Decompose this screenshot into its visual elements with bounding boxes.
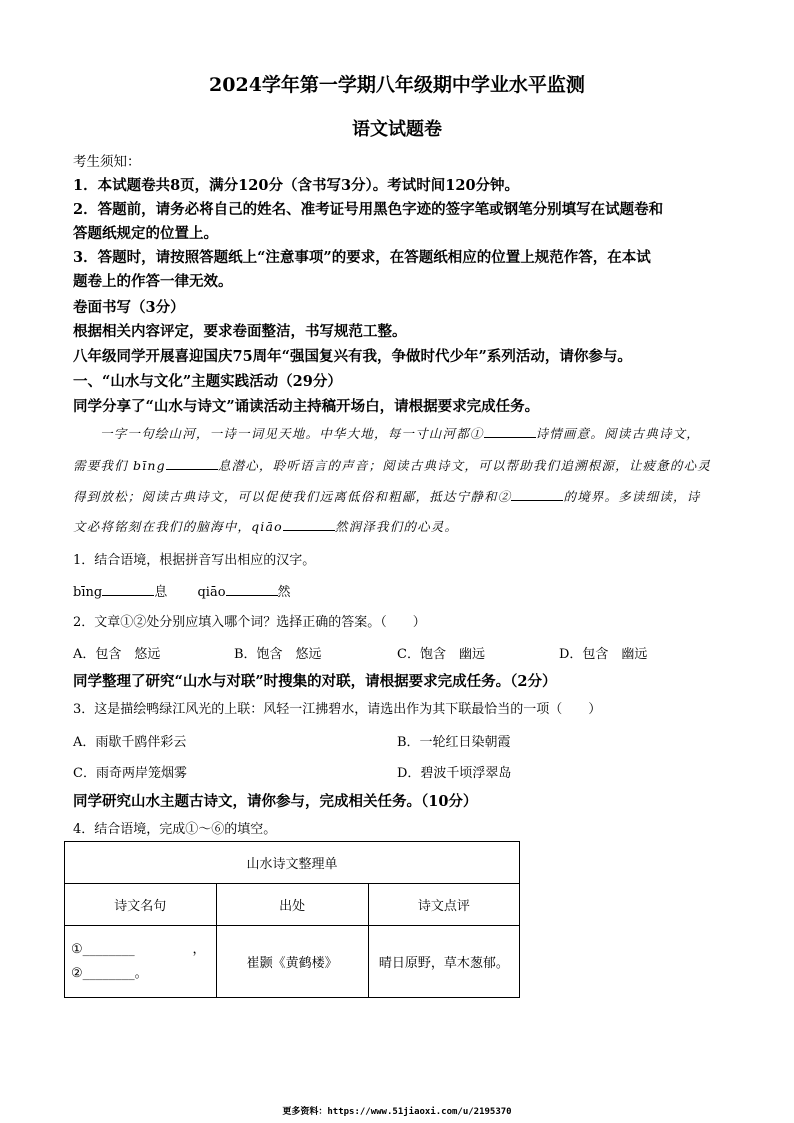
passage-line: 需要我们 bīng 息潜心，聆听语言的声音；阅读古典诗文，可以帮助我们追溯根源，让疲惫的心灵 <box>73 458 712 473</box>
q2-option-c: C．饱含 幽远 <box>397 647 485 662</box>
page-title: 2024学年第一学期八年级期中学业水平监测 <box>209 74 585 96</box>
table-row <box>65 926 520 998</box>
notice-heading: 考生须知： <box>73 154 141 170</box>
notice-item: 1．本试题卷共8页，满分120分（含书写3分）。考试时间120分钟。 <box>73 177 520 194</box>
question-1: 1．结合语境，根据拼音写出相应的汉字。 <box>73 553 316 568</box>
blank-1: ①________ <box>71 941 135 957</box>
table-header: 诗文名句 <box>65 884 217 926</box>
question-3: 3．这是描绘鸭绿江风光的上联：风轻一江拂碧水，请选出作为其下联最恰当的一项（ ） <box>73 702 602 717</box>
q3-option-d: D．碧波千顷浮翠岛 <box>397 766 512 781</box>
poetry-table <box>64 841 520 998</box>
q2-option-a: A．包含 悠远 <box>73 647 161 662</box>
question-2: 2．文章①②处分别应填入哪个词？选择正确的答案。（ ） <box>73 615 426 630</box>
notice-item: 答题纸规定的位置上。 <box>73 225 218 242</box>
passage-line: 一字一句绘山河，一诗一词见天地。中华大地，每一寸山河都① 诗情画意。阅读古典诗文， <box>100 426 701 441</box>
poem-source: 崔颢《黄鹤楼》 <box>216 926 368 998</box>
table-caption: 山水诗文整理单 <box>65 842 520 884</box>
q3-option-c: C．雨奇两岸笼烟雾 <box>73 766 187 781</box>
handwriting-heading: 卷面书写（3分） <box>73 299 185 316</box>
poem-comment: 晴日原野，草木葱郁。 <box>368 926 519 998</box>
passage-line: 得到放松；阅读古典诗文，可以促使我们远离低俗和粗鄙，抵达宁静和② 的境界。多读细读，诗 <box>73 489 701 504</box>
notice-item: 题卷上的作答一律无效。 <box>73 273 233 290</box>
activity-intro: 八年级同学开展喜迎国庆75周年“强国复兴有我，争做时代少年”系列活动，请你参与。 <box>73 348 632 365</box>
passage-line: 文必将铭刻在我们的脑海中，qiāo 然润泽我们的心灵。 <box>73 519 459 534</box>
table-header: 诗文点评 <box>368 884 519 926</box>
table-header: 出处 <box>216 884 368 926</box>
task-heading: 同学分享了“山水与诗文”诵读活动主持稿开场白，请根据要求完成任务。 <box>73 398 540 415</box>
notice-item: 3．答题时，请按照答题纸上“注意事项”的要求，在答题纸相应的位置上规范作答，在本试 <box>73 249 651 266</box>
q3-option-b: B．一轮红日染朝霞 <box>397 735 511 750</box>
notice-item: 2．答题前，请务必将自己的姓名、准考证号用黑色字迹的签字笔或钢笔分别填写在试题卷和 <box>73 201 664 218</box>
q2-option-b: B．饱含 悠远 <box>234 647 322 662</box>
page-subtitle: 语文试题卷 <box>352 119 442 140</box>
q2-option-d: D．包含 幽远 <box>559 647 648 662</box>
section-heading: 一、“山水与文化”主题实践活动（29分） <box>73 373 342 390</box>
task-heading: 同学整理了研究“山水与对联”时搜集的对联，请根据要求完成任务。（2分） <box>73 673 557 690</box>
question-4: 4．结合语境，完成①～⑥的填空。 <box>73 822 277 837</box>
q3-option-a: A．雨歇千鸥伴彩云 <box>73 735 187 750</box>
handwriting-desc: 根据相关内容评定，要求卷面整洁，书写规范工整。 <box>73 323 407 340</box>
poem-blanks <box>65 926 217 998</box>
comma: ， <box>192 941 206 957</box>
blank-2: ②________。 <box>71 965 148 981</box>
task-heading: 同学研究山水主题古诗文，请你参与，完成相关任务。（10分） <box>73 793 478 810</box>
footer-link[interactable]: 更多资料：https://www.51jiaoxi.com/u/2195370 <box>282 1107 512 1117</box>
q1-answer-line: bīng 息 qiāo 然 <box>73 585 291 600</box>
